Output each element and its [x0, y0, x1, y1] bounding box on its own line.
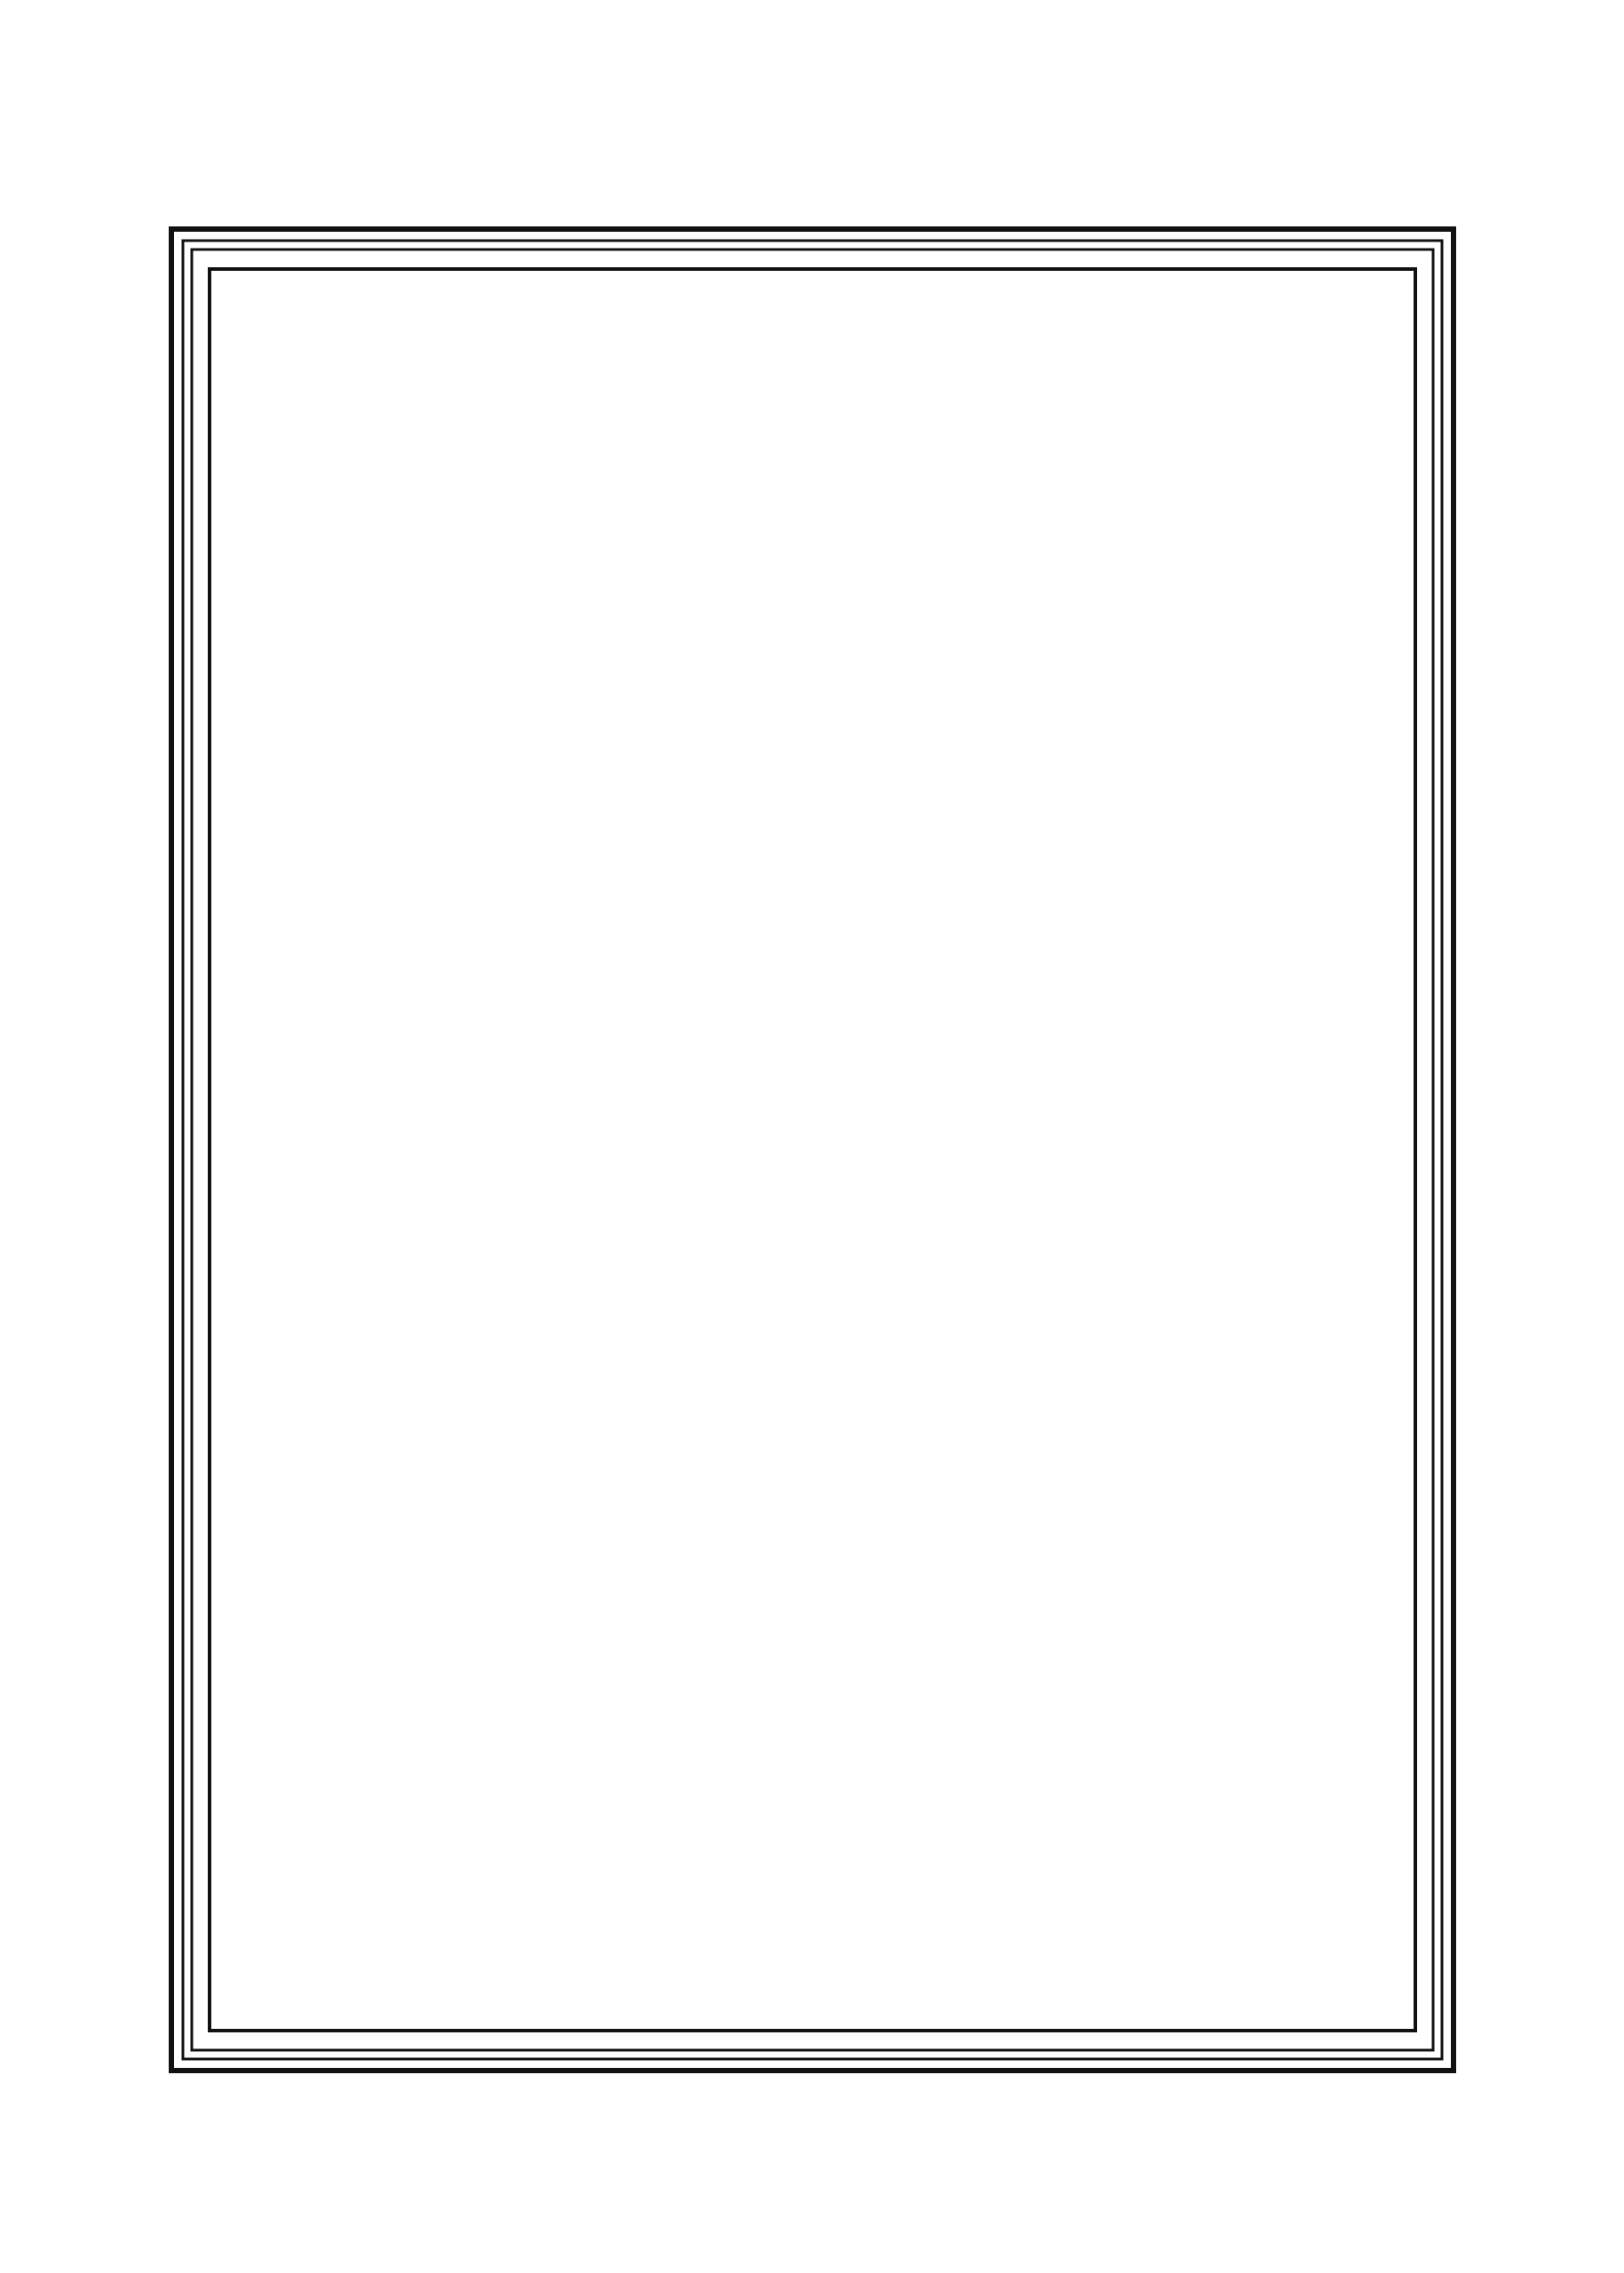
verse-lines: [211, 271, 1414, 2029]
page-footer: [169, 2078, 1456, 2175]
page-border-frame: [169, 226, 1456, 2073]
page-header: [169, 142, 1456, 222]
text-area: [208, 267, 1417, 2032]
